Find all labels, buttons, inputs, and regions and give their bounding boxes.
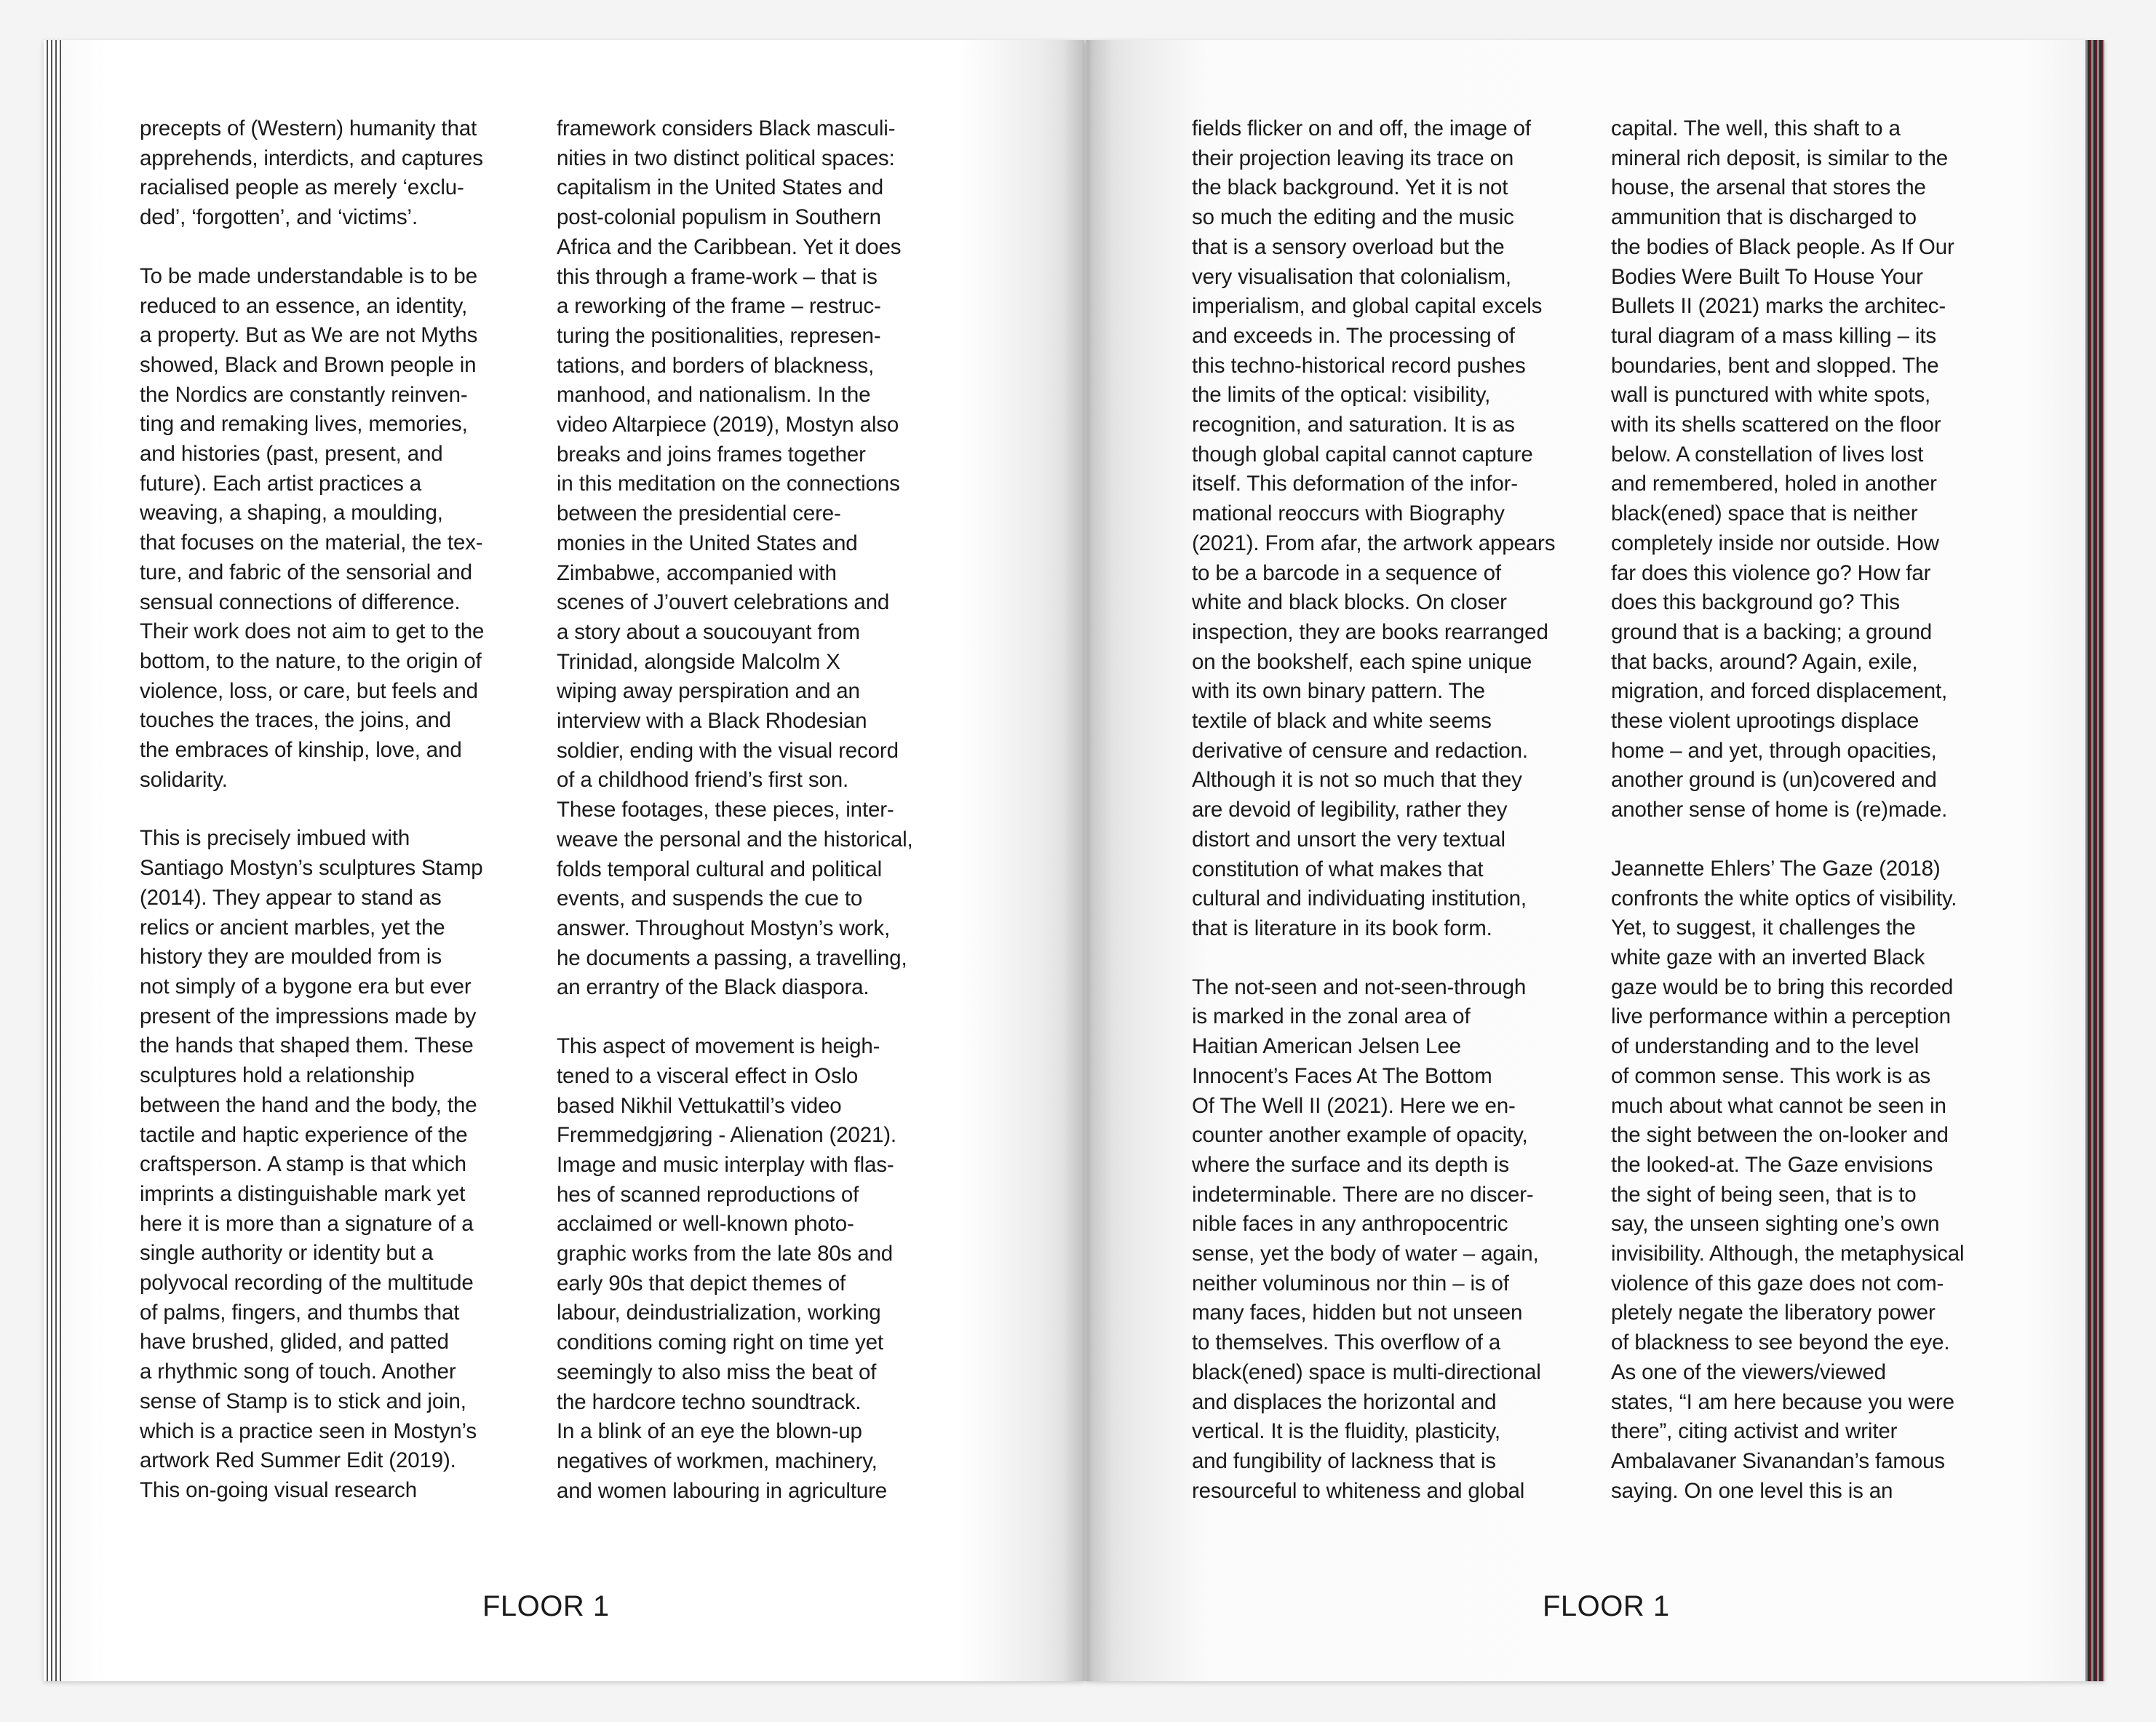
paragraph: fields flicker on and off, the image of their projection leaving its trace on the black background. Yet it is not so much the editing and the music that is a sensory overload but the very visualisation that colonialism, imperialism, and global capital excels and exceeds in. The processing of this techno-historical record pushes the limits of the optical: visibility, recognition, and saturation. It is as though global capital cannot capture itself. This deformation of the infor- mational reoccurs with Biography (2021). From afar, the artwork appears to be a barcode in a sequence of white and black blocks. On closer inspection, they are books rearranged on the bookshelf, each spine unique with its own binary pattern. The textile of black and white seems derivative of censure and redaction. Although it is not so much that they are devoid of legibility, rather they distort and unsort the very textual constitution of what makes that cultural and individuating institution, that is literature in its book form.: [1192, 116, 1556, 940]
paragraph: framework considers Black masculi- nities in two distinct political spaces: capitalism in the United States and post-colonial populism in Southern Africa and the Caribbean. Yet it does this through a frame-work – that is a reworking of the frame – restruc- turing the positionalities, represen- tations, and borders of blackness, manhood, and nationalism. In the video Altarpiece (2019), Mostyn also breaks and joins frames together in this meditation on the connections between the presidential cere- monies in the United States and Zimbabwe, accompanied with scenes of J’ouvert celebrations and a story about a soucouyant from Trinidad, alongside Malcolm X wiping away perspiration and an interview with a Black Rhodesian soldier, ending with the visual record of a childhood friend’s first son. These footages, these pieces, inter- weave the personal and the historical, folds temporal cultural and political events, and suspends the cue to answer. Throughout Mostyn’s work, he documents a passing, a travelling, an errantry of the Black diaspora.: [557, 116, 913, 1000]
page-edges: [2085, 40, 2104, 1681]
paragraph: Jeannette Ehlers’ The Gaze (2018) confronts the white optics of visibility. Yet, to suggest, it challenges the white gaze with an inverted Black gaze would be to bring this recorded live performance within a perception of understanding and to the level of common sense. This work is as much about what cannot be seen in the sight between the on-looker and the looked-at. The Gaze envisions the sight of being seen, that is to say, the unseen sighting one’s own invisibility. Although, the metaphysical violence of this gaze does not com- pletely negate the liberatory power of blackness to see beyond the eye. As one of the viewers/viewed states, “I am here because you were there”, citing activist and writer Ambalavaner Sivanandan’s famous saying. On one level this is an: [1611, 856, 1965, 1503]
left-page-column-2: [557, 114, 975, 1535]
paragraph: capital. The well, this shaft to a mineral rich deposit, is similar to the house, the arsenal that stores the ammunition that is discharged to the bodies of Black people. As If Our Bodies Were Built To House Your Bullets II (2021) marks the architec- tural diagram of a mass killing – its boundaries, bent and slopped. The wall is punctured with white spots, with its shells scattered on the floor below. A constellation of lives lost and remembered, holed in another black(ened) space that is neither completely inside nor outside. How far does this violence go? How far does this background go? This ground that is a backing; a ground that backs, around? Again, exile, migration, and forced displacement, these violent uprootings displace home – and yet, through opacities, another ground is (un)covered and another sense of home is (re)made.: [1611, 116, 1954, 822]
page-folio: FLOOR 1: [482, 1590, 610, 1622]
page-folio: FLOOR 1: [1543, 1590, 1670, 1622]
paragraph: This aspect of movement is heigh- tened to a visceral effect in Oslo based Nikhil Vettukattil’s video Fremmedgjøring - Alienation (2021). Image and music interplay with flas- hes of scanned reproductions of acclaimed or well-known photo- graphic works from the late 80s and early 90s that depict themes of labour, deindustrialization, working conditions coming right on time yet seemingly to also miss the beat of the hardcore techno soundtrack. In a blink of an eye the blown-up negatives of workmen, machinery, and women labouring in agriculture: [557, 1034, 896, 1503]
left-page: [44, 40, 1084, 1681]
book-spread: [44, 40, 2110, 1681]
paragraph: To be made understandable is to be reduced to an essence, an identity, a property. But as We are not Myths showed, Black and Brown people in the Nordics are constantly reinven- ting and remaking lives, memories, and histories (past, present, and future). Each artist practices a weaving, a shaping, a moulding, that focuses on the material, the tex- ture, and fabric of the sensorial and sensual connections of difference. Their work does not aim to get to the bottom, to the nature, to the origin of violence, loss, or care, but feels and touches the traces, the joins, and the embraces of kinship, love, and solidarity.: [140, 263, 485, 792]
right-page-column-1: [1192, 114, 1610, 1535]
left-page-column-1: [140, 114, 558, 1535]
paragraph: The not-seen and not-seen-through is marked in the zonal area of Haitian American Jelsen Lee Innocent’s Faces At The Bottom Of The Well II (2021). Here we en- counter another example of opacity, where the surface and its depth is indeterminable. There are no discer- nible faces in any anthropocentric sense, yet the body of water – again, neither voluminous nor thin – is of many faces, hidden but not unseen to themselves. This overflow of a black(ened) space is multi-directional and displaces the horizontal and vertical. It is the fluidity, plasticity, and fungibility of lackness that is resourceful to whiteness and global: [1192, 975, 1541, 1503]
paragraph: precepts of (Western) humanity that apprehends, interdicts, and captures racialised people as merely ‘exclu- ded’, ‘forgotten’, and ‘victims’.: [140, 116, 483, 230]
right-page: [1086, 40, 2104, 1681]
paragraph: This is precisely imbued with Santiago Mostyn’s sculptures Stamp (2014). They appear to stand as relics or ancient marbles, yet the history they are moulded from is not simply of a bygone era but ever present of the impressions made by the hands that shaped them. These sculptures hold a relationship between the hand and the body, the tactile and haptic experience of the craftsperson. A stamp is that which imprints a distinguishable mark yet here it is more than a signature of a single authority or identity but a polyvocal recording of the multitude of palms, fingers, and thumbs that have brushed, glided, and patted a rhythmic song of touch. Another sense of Stamp is to stick and join, which is a practice seen in Mostyn’s artwork Red Summer Edit (2019). This on-going visual research: [140, 826, 483, 1502]
right-page-column-2: [1611, 114, 2029, 1535]
page-edges: [44, 40, 61, 1681]
